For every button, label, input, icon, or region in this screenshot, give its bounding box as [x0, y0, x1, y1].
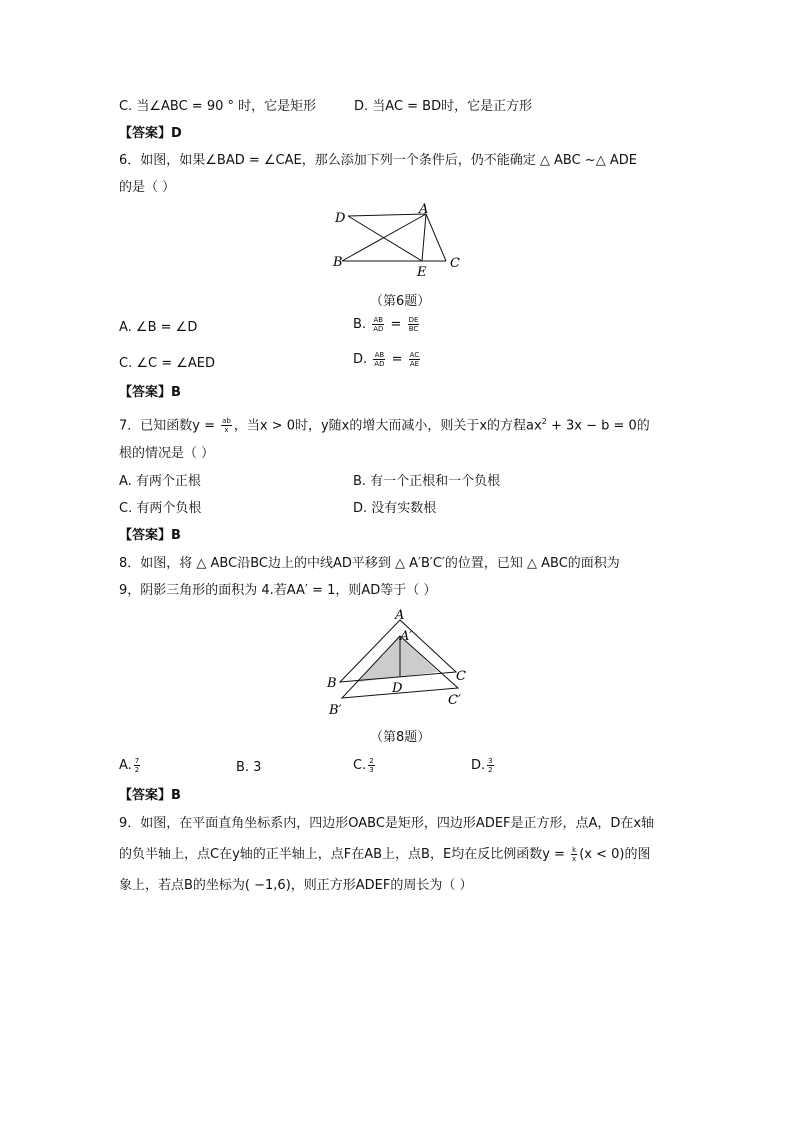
- q8-label-d: D: [392, 681, 403, 696]
- q6-label-c: C: [450, 256, 460, 271]
- q6-label-d: D: [335, 211, 346, 226]
- q7-option-a: A. 有两个正根: [119, 474, 201, 489]
- q8-stem-line1: 8．如图，将 △ ABC沿BC边上的中线AD平移到 △ A′B′C′的位置，已知 △ ABC的面积为: [119, 556, 620, 571]
- q6-option-c: C. ∠C = ∠AED: [119, 356, 216, 371]
- q6-option-b: B. $\frac{AB}{AD}$ = $\frac{DE}{BC}$: [353, 316, 419, 333]
- q6-label-e: E: [417, 265, 427, 280]
- q6-figure: [320, 200, 480, 280]
- q6-option-a: A. ∠B = ∠D: [119, 320, 198, 335]
- q6-option-d: D. $\frac{AB}{AD}$ = $\frac{AC}{AE}$: [353, 351, 420, 368]
- q8-label-b-prime: B′: [329, 703, 342, 718]
- q8-label-c-prime: C′: [448, 693, 461, 708]
- q5-option-c: C. 当∠ABC = 90 ° 时，它是矩形: [119, 99, 317, 114]
- q8-option-d: D. $\frac{3}{2}$: [471, 757, 493, 774]
- q8-stem-line2: 9，阴影三角形的面积为 4.若AA′ = 1，则AD等于（ ）: [119, 583, 437, 598]
- q7-answer: 【答案】B: [119, 528, 181, 543]
- q8-option-a: A. $\frac{7}{2}$: [119, 757, 140, 774]
- q8-option-c: C. $\frac{2}{3}$: [353, 757, 374, 774]
- q6-answer: 【答案】B: [119, 385, 181, 400]
- q9-stem-line2: 的负半轴上，点C在y轴的正半轴上，点F在AB上，点B，E均在反比例函数y = $\frac{k}{x}$ (x < 0)的图: [119, 846, 651, 863]
- q7-stem-line1: 7．已知函数y = $\frac{ab}{x}$ ，当x > 0时，y随x的增大而减小，则关于x的方程$ax^2 + 3x - b = 0$的: [119, 417, 650, 435]
- q8-label-b: B: [327, 676, 337, 691]
- q9-stem-line3: 象上，若点B的坐标为( −1,6)，则正方形ADEF的周长为（ ）: [119, 878, 473, 893]
- q8-label-c: C: [456, 669, 466, 684]
- q6-label-a: A: [419, 202, 429, 217]
- q5-answer: 【答案】D: [119, 126, 182, 141]
- q8-figure: [320, 602, 480, 718]
- q5-option-d: D. 当AC = BD时，它是正方形: [354, 99, 533, 114]
- q7-option-b: B. 有一个正根和一个负根: [353, 474, 501, 489]
- q8-answer: 【答案】B: [119, 788, 181, 803]
- q8-label-a-prime: A′: [400, 629, 413, 644]
- q8-option-b: B. 3: [236, 760, 262, 775]
- q6-caption: （第6题）: [370, 294, 431, 309]
- q7-option-c: C. 有两个负根: [119, 501, 202, 516]
- q7-option-d: D. 没有实数根: [353, 501, 437, 516]
- q9-stem-line1: 9．如图，在平面直角坐标系内，四边形OABC是矩形，四边形ADEF是正方形，点A，D在x轴: [119, 816, 655, 831]
- q6-stem-line1: 6．如图，如果∠BAD = ∠CAE，那么添加下列一个条件后，仍不能确定 △ ABC ~△ ADE: [119, 153, 637, 168]
- q8-label-a: A: [395, 608, 405, 623]
- q8-caption: （第8题）: [370, 730, 431, 745]
- q6-label-b: B: [333, 255, 343, 270]
- q7-stem-line2: 根的情况是（ ）: [119, 446, 215, 461]
- q6-stem-line2: 的是（ ）: [119, 180, 176, 195]
